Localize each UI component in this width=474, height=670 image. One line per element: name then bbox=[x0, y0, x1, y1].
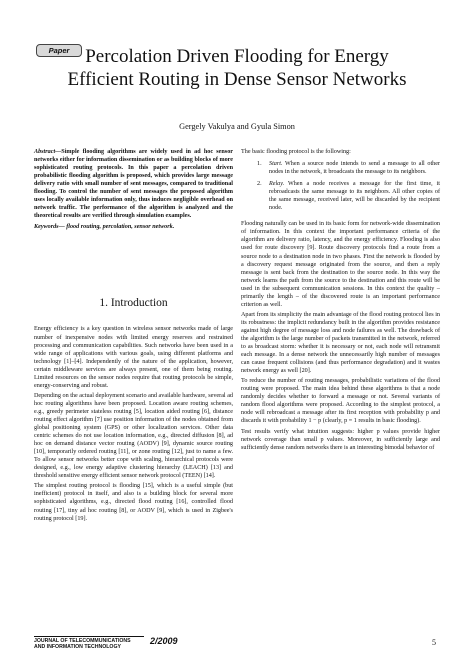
page-number: 5 bbox=[432, 638, 436, 647]
step-number: 2. bbox=[257, 181, 262, 188]
abstract-lead: Abstract bbox=[34, 149, 56, 155]
step-name: Start. bbox=[269, 161, 283, 168]
flooding-step bbox=[257, 180, 440, 212]
flooding-step bbox=[257, 160, 440, 176]
right-intro: The basic flooding protocol is the following: bbox=[241, 149, 351, 155]
left-paragraph: Depending on the actual deployment scenario and available hardware, several ad hoc routing algorithms have been proposed. Location aware routing schemes, e.g., greedy perimeter stateless routing [5], location aided routing [6], distance routing effect algorithm [7] use position information of the nodes obtained from global positioning system (GPS) or other localization services. Other data centric schemes do not use location information, e.g., directed diffusion [8], ad hoc on demand distance vector routing (AODV) [9], dynamic source routing [10], temporarily ordered routing [11], or zone routing [12], just to name a few. To allow sensor networks better cope with scaling, hierarchical protocols were designed, e.g., low energy adaptive clustering hierarchy (LEACH) [13] and threshold sensitive energy efficient sensor network protocol (TEEN) [14]. bbox=[34, 392, 233, 480]
step-number: 1. bbox=[257, 161, 262, 168]
right-paragraph: Test results verify what intuition suggests: higher p values provide higher network coverage than small p values. Moreover, in sufficiently large and sufficiently dense random networks there is an interesting bimodal behavior of bbox=[241, 428, 440, 451]
right-column bbox=[241, 148, 440, 454]
issue-number: 2/2009 bbox=[150, 636, 178, 646]
left-paragraph: Energy efficiency is a key question in wireless sensor networks made of large number of inexpensive nodes with limited energy reserves and restrained processing and communication capabilities. Such networks have been used in a wide range of applications with various goals, using different platforms and technology [1]–[4]. Independently of the nature of the application, however, certain middleware services are always present, one of them being routing. Limited resources on the sensor nodes require that routing protocols be simple, energy-conserving and robust. bbox=[34, 326, 233, 389]
left-paragraph: The simplest routing protocol is flooding [15], which is a useful simple (but inefficient) protocol in itself, and also is a building block for several more sophisticated algorithms, e.g., directed flood routing [16], controlled flood routing [17], tiny ad hoc routing [8], or AODV [9], which is used in Zigbee's routing protocol [19]. bbox=[34, 483, 233, 522]
abstract bbox=[34, 148, 233, 220]
step-text: When a node receives a message for the first time, it rebroadcasts the same message to its neighbors. All other copies of the same message, received later, will be discarded by the recipient node. bbox=[269, 181, 440, 212]
paper-title: Percolation Driven Flooding for Energy Efficient Routing in Dense Sensor Networks bbox=[67, 46, 407, 90]
journal-name bbox=[34, 636, 144, 650]
flooding-steps-list bbox=[241, 160, 440, 212]
section-heading-introduction: 1. Introduction bbox=[99, 297, 168, 310]
abstract-text: —Simple flooding algorithms are widely used in ad hoc sensor networks either for information dissemination or as building blocks of more sophisticated routing protocols. In this paper a percolation driven probabilistic flooding algorithm is proposed, which provides large message delivery ratio with small number of sent messages, compared to traditional flooding. To control the number of sent messages the proposed algorithm uses locally available information only, thus induces negligible overhead on network traffic. The performance of the algorithm is analyzed and the theoretical results are verified through simulation examples. bbox=[34, 149, 233, 220]
keywords: Keywords— flood routing, percolation, sensor network. bbox=[34, 224, 175, 231]
journal-name-line: JOURNAL OF TELECOMMUNICATIONS bbox=[34, 638, 131, 644]
step-name: Relay. bbox=[269, 181, 285, 188]
journal-name-line: AND INFORMATION TECHNOLOGY bbox=[34, 644, 121, 650]
right-paragraph: Apart from its simplicity the main advantage of the flood routing protocol lies in its robustness: the implicit redundancy built in the algorithm provides resistance against high degree of message loss and node failures as well. The drawback of the algorithm is the large number of packets transmitted in the network, referred to as broadcast storm: whether it is necessary or not, each node will retransmit each message. In a dense network the unnecessarily high number of messages can cause frequent collisions (and thus performance degradation) and it wastes network energy as well [20]. bbox=[241, 311, 440, 375]
right-paragraph: To reduce the number of routing messages, probabilistic variations of the flood routing were proposed. The main idea behind these algorithms is that a node randomly decides whether to forward a message or not. Several variants of random flood algorithms were proposed. According to the simplest protocol, a node will rebroadcast a message after its first reception with probability p and discards it with probability 1 − p (clearly, p = 1 results in basic flooding). bbox=[241, 378, 440, 425]
left-column bbox=[34, 148, 233, 525]
step-text: When a source node intends to send a message to all other nodes in the network, it broadcasts the message to its neighbors. bbox=[269, 161, 440, 176]
paper-type-badge: Paper bbox=[36, 44, 82, 57]
right-paragraph: Flooding naturally can be used in its basic form for network-wide dissemination of information. In this context the important performance criteria of the algorithm are delivery ratio, latency, and the energy efficiency. Flooding is also used for route discovery [9]. Route discovery protocols find a route from a source node to a destination node in two phases. First the network is flooded by a discovery request message originated from the source, and then a reply message is sent back from the destination to the source node. In this way the network learns the path from the source to the destination and this route will be used in the subsequent communication sessions. In this context the quality – primarily the length – of the discovered route is an important performance criterion as well. bbox=[241, 221, 440, 308]
paper-authors: Gergely Vakulya and Gyula Simon bbox=[179, 122, 295, 131]
